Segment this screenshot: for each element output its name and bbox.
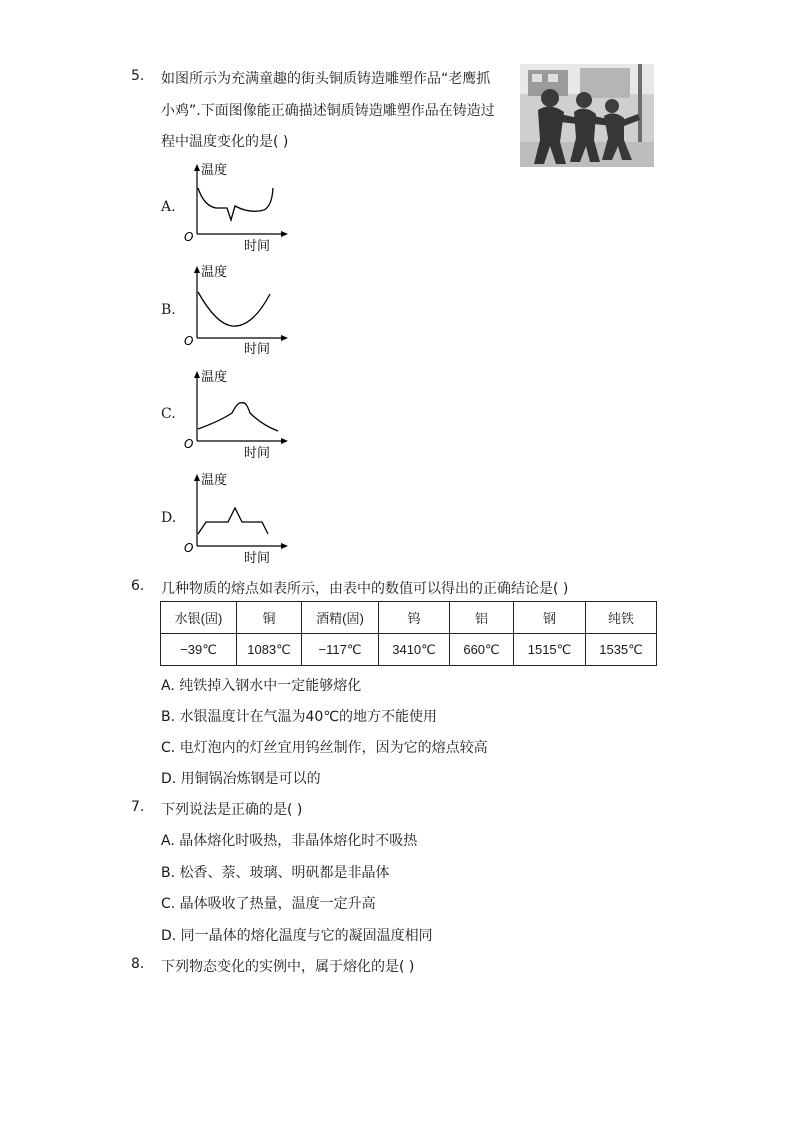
graph-c [180, 369, 290, 465]
question-7-number: 7. [131, 799, 145, 815]
x-axis-arrow-icon [281, 335, 288, 341]
graph-d-svg [180, 472, 290, 566]
x-axis-arrow-icon [281, 543, 288, 549]
graph-d [180, 472, 290, 570]
melting-point-table [160, 601, 657, 666]
y-axis-arrow-icon [194, 474, 200, 481]
graph-c-y-label: 温度 [201, 370, 228, 385]
q6-choice-a[interactable]: A. 纯铁掉入钢水中一定能够熔化 [161, 678, 362, 694]
y-axis-arrow-icon [194, 371, 200, 378]
graph-a-origin: O [184, 230, 194, 244]
x-axis-arrow-icon [281, 438, 288, 444]
graph-d-curve [198, 508, 268, 534]
table-header-cell: 水银(固) [161, 602, 237, 634]
table-header-cell: 铝 [450, 602, 514, 634]
option-c-letter: C. [161, 406, 176, 422]
option-a-letter: A. [161, 199, 176, 215]
graph-d-y-label: 温度 [201, 473, 228, 488]
question-5-stem-line1: 如图所示为充满童趣的街头铜质铸造雕塑作品“老鹰抓 [161, 71, 491, 87]
graph-c-curve [198, 403, 278, 431]
table-cell: 1515℃ [514, 634, 586, 666]
q6-choice-b[interactable]: B. 水银温度计在气温为40℃的地方不能使用 [161, 709, 438, 725]
table-cell: −39℃ [161, 634, 237, 666]
graph-a-svg [180, 162, 290, 254]
table-header-row [161, 602, 657, 634]
y-axis-arrow-icon [194, 266, 200, 273]
table-header-cell: 钨 [379, 602, 450, 634]
option-d-letter: D. [161, 510, 177, 526]
sculpture-photo-image [520, 64, 654, 167]
question-5-stem-line2: 小鸡”.下面图像能正确描述铜质铸造雕塑作品在铸造过 [161, 103, 495, 119]
graph-b-y-label: 温度 [201, 265, 228, 280]
graph-a-curve [198, 188, 273, 220]
q7-choice-a[interactable]: A. 晶体熔化时吸热，非晶体熔化时不吸热 [161, 833, 418, 849]
table-cell: 1535℃ [586, 634, 657, 666]
question-5-number: 5. [131, 68, 145, 84]
graph-b [180, 264, 290, 360]
q7-choice-b[interactable]: B. 松香、萘、玻璃、明矾都是非晶体 [161, 865, 390, 881]
table-header-cell: 纯铁 [586, 602, 657, 634]
q7-choice-c[interactable]: C. 晶体吸收了热量，温度一定升高 [161, 896, 376, 912]
question-7-stem: 下列说法是正确的是( ) [161, 802, 303, 818]
graph-d-origin: O [184, 541, 194, 555]
q6-choice-c[interactable]: C. 电灯泡内的灯丝宜用钨丝制作，因为它的熔点较高 [161, 740, 488, 756]
q6-choice-d[interactable]: D. 用铜锅冶炼钢是可以的 [161, 771, 321, 787]
table-cell: 1083℃ [237, 634, 302, 666]
table-cell: 3410℃ [379, 634, 450, 666]
graph-c-origin: O [184, 437, 194, 451]
graph-b-curve [198, 292, 270, 326]
table-row [161, 634, 657, 666]
q7-choice-d[interactable]: D. 同一晶体的熔化温度与它的凝固温度相同 [161, 928, 433, 944]
y-axis-arrow-icon [194, 164, 200, 171]
question-6-stem: 几种物质的熔点如表所示，由表中的数值可以得出的正确结论是( ) [161, 581, 569, 597]
graph-a [180, 162, 290, 258]
graph-c-x-label: 时间 [244, 446, 271, 461]
graph-b-svg [180, 264, 290, 356]
graph-d-x-label: 时间 [244, 551, 271, 566]
question-8-number: 8. [131, 956, 145, 972]
graph-b-origin: O [184, 334, 194, 348]
table-cell: 660℃ [450, 634, 514, 666]
table-cell: −117℃ [302, 634, 379, 666]
graph-c-svg [180, 369, 290, 461]
table-header-cell: 铜 [237, 602, 302, 634]
table-header-cell: 钢 [514, 602, 586, 634]
graph-a-x-label: 时间 [244, 239, 271, 254]
question-6-number: 6. [131, 578, 145, 594]
sculpture-photo [520, 64, 654, 167]
table-header-cell: 酒精(固) [302, 602, 379, 634]
option-b-letter: B. [161, 302, 176, 318]
x-axis-arrow-icon [281, 231, 288, 237]
question-5-stem-line3: 程中温度变化的是( ) [161, 134, 289, 150]
question-8-stem: 下列物态变化的实例中，属于熔化的是( ) [161, 959, 415, 975]
graph-a-y-label: 温度 [201, 163, 228, 178]
graph-b-x-label: 时间 [244, 342, 271, 356]
